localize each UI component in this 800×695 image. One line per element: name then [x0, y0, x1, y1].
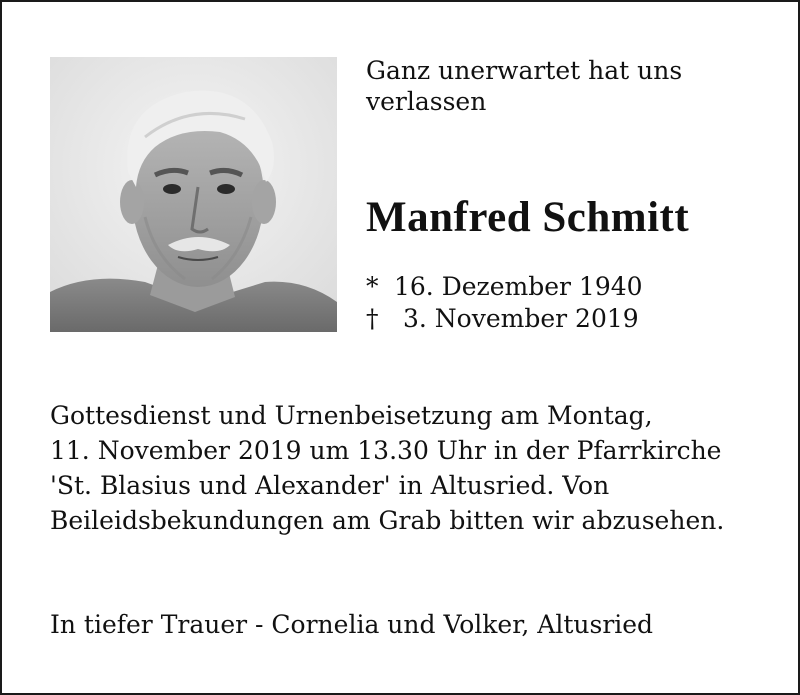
deceased-name: Manfred Schmitt — [366, 194, 690, 241]
death-date-row — [366, 303, 643, 335]
death-cross-icon: † — [366, 304, 379, 333]
service-line: 'St. Blasius und Alexander' in Altusried. Von — [50, 471, 610, 500]
life-dates — [366, 271, 643, 335]
birth-date: 16. Dezember 1940 — [394, 272, 643, 301]
intro-text — [366, 55, 766, 117]
intro-line: Ganz unerwartet hat uns — [366, 56, 683, 85]
mourners-signature: In tiefer Trauer - Cornelia und Volker, Altusried — [50, 610, 654, 639]
service-line: 11. November 2019 um 13.30 Uhr in der Pfarrkirche — [50, 436, 722, 465]
service-line: Beileidsbekundungen am Grab bitten wir abzusehen. — [50, 506, 725, 535]
birth-date-row — [366, 271, 643, 303]
death-date: 3. November 2019 — [403, 304, 639, 333]
birth-symbol-icon: * — [366, 272, 379, 301]
service-line: Gottesdienst und Urnenbeisetzung am Montag, — [50, 401, 653, 430]
intro-line: verlassen — [366, 87, 487, 116]
service-announcement — [50, 398, 760, 538]
portrait-photo — [50, 57, 337, 332]
